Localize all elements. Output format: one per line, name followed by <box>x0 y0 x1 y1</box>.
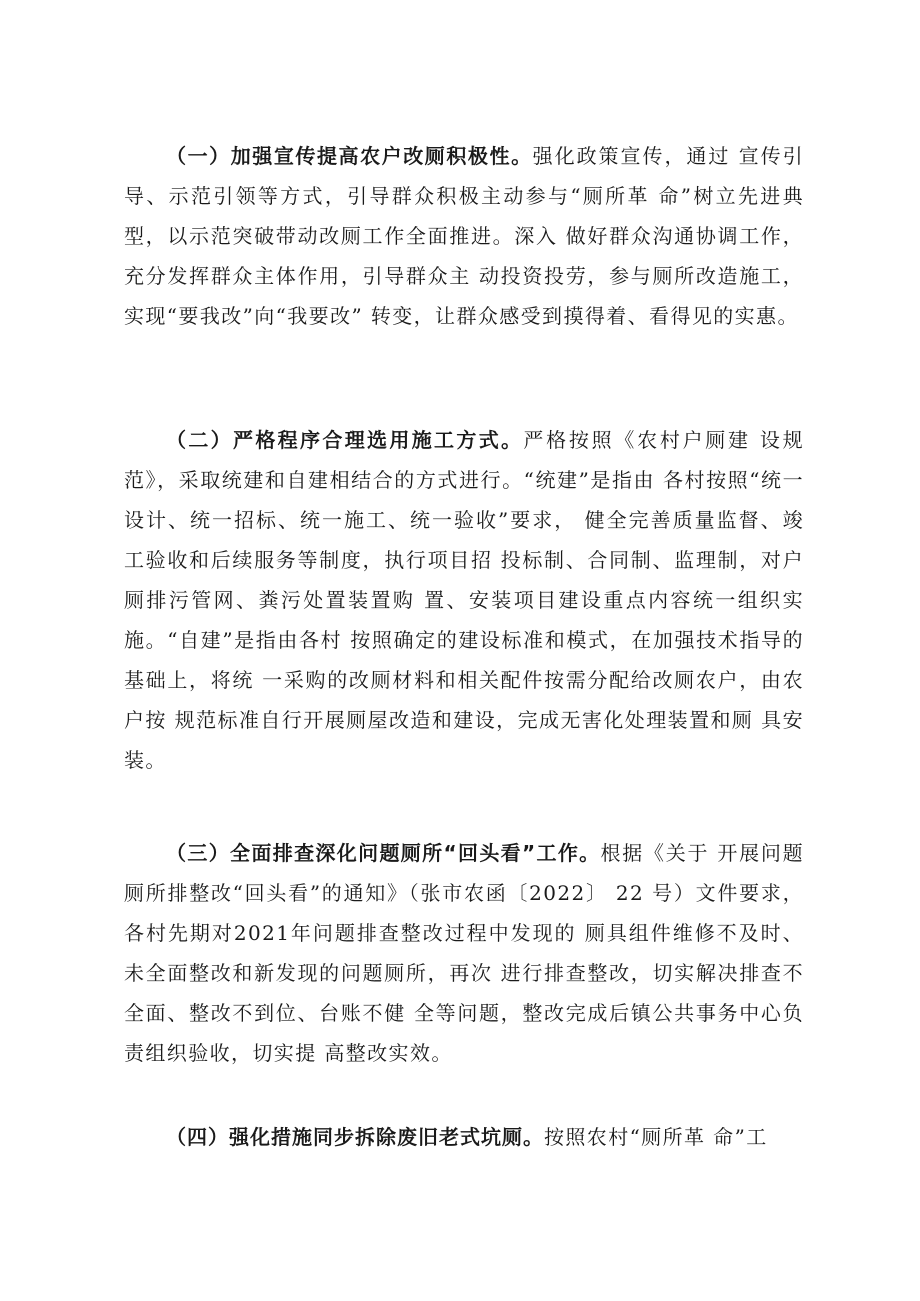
paragraph-3 <box>124 833 804 1073</box>
paragraph-4-heading: （四）强化措施同步拆除废旧老式坑厕。 <box>166 1125 544 1149</box>
paragraph-1 <box>124 136 804 336</box>
paragraph-2-heading: （二）严格程序合理选用施工方式。 <box>166 428 524 452</box>
paragraph-1-heading: （一）加强宣传提高农户改厕积极性。 <box>166 144 533 168</box>
paragraph-3-heading: （三）全面排查深化问题厕所“回头看”工作。 <box>166 841 601 865</box>
paragraph-2-body: 严格按照《农村户厕建 设规范》，采取统建和自建相结合的方式进行。“统建”是指由 各村按照“统一设计、统一招标、统一施工、统一验收”要求， 健全完善质量监督、竣工验收和后续服务等制度，执行项目招 投标制、合同制、监理制，对户厕排污管网、粪污处置装置购 置、安装项目建设重点内容统一组织实施。“自建”是指由各村 按照确定的建设标准和模式，在加强技术指导的基础上，将统 一采购的改厕材料和相关配件按需分配给改厕农户，由农户按 规范标准自行开展厕屋改造和建设，完成无害化处理装置和厕 具安装。 <box>124 428 805 772</box>
paragraph-1-body: 强化政策宣传，通过 宣传引导、示范引领等方式，引导群众积极主动参与“厕所革 命”树立先进典型，以示范突破带动改厕工作全面推进。深入 做好群众沟通协调工作，充分发挥群众主体作用，引导群众主 动投资投劳，参与厕所改造施工，实现“要我改”向“我要改” 转变，让群众感受到摸得着、看得见的实惠。 <box>124 144 804 328</box>
paragraph-2 <box>124 420 804 780</box>
paragraph-4 <box>124 1117 804 1157</box>
paragraph-4-body: 按照农村“厕所革 命”工 <box>544 1125 768 1149</box>
paragraph-3-body: 根据《关于 开展问题厕所排整改“回头看”的通知》（张市农函〔2022〕 22 号）文件要求，各村先期对2021年问题排查整改过程中发现的 厕具组件维修不及时、未全面整改和新发现的问题厕所，再次 进行排查整改，切实解决排查不全面、整改不到位、台账不健 全等问题，整改完成后镇公共事务中心负责组织验收，切实提 高整改实效。 <box>124 841 804 1065</box>
